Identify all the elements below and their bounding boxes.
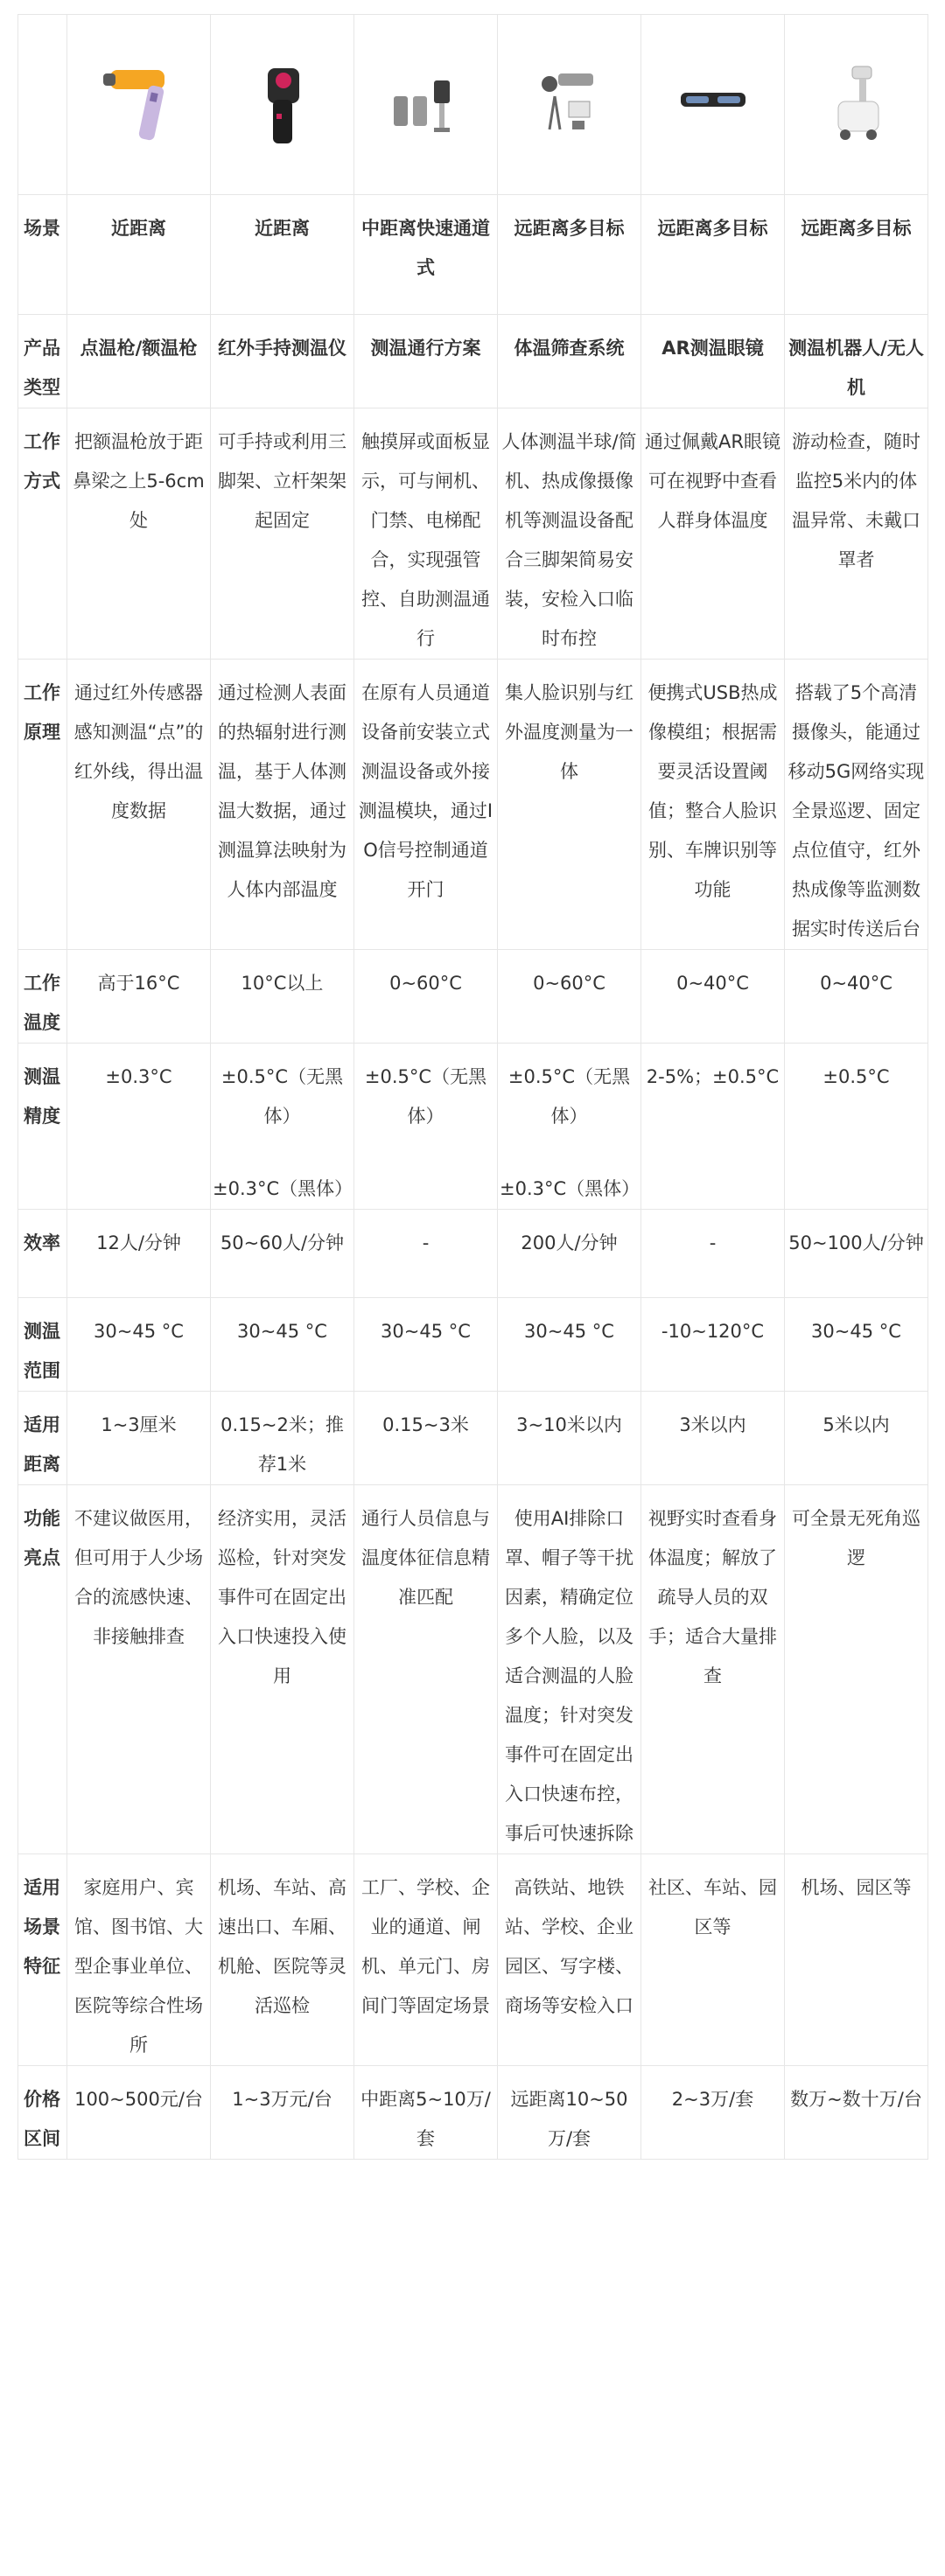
- table-cell: [211, 195, 354, 315]
- table-cell: [67, 1210, 211, 1298]
- cell-text: 中距离5~10万/套: [360, 2089, 491, 2149]
- table-cell: [498, 1044, 641, 1210]
- table-cell: [354, 1044, 498, 1210]
- table-row: [18, 1298, 928, 1392]
- table-cell: [211, 660, 354, 950]
- table-cell: [785, 1298, 928, 1392]
- row-header: 效率: [18, 1210, 67, 1298]
- table-cell: [354, 195, 498, 315]
- table-cell: [354, 660, 498, 950]
- cell-text: 工厂、学校、企业的通道、闸机、单元门、房间门等固定场景: [361, 1877, 490, 2016]
- cell-text: 经济实用，灵活巡检，针对突发事件可在固定出入口快速投入使用: [218, 1508, 346, 1686]
- dome-camera-system-icon: [530, 61, 609, 149]
- cell-text: 30~45 °C: [94, 1321, 184, 1342]
- table-cell: [785, 408, 928, 660]
- row-header: 测温范围: [18, 1298, 67, 1392]
- table-cell: [354, 1210, 498, 1298]
- table-cell: [67, 950, 211, 1044]
- cell-text: 30~45 °C: [811, 1321, 901, 1342]
- product-image-cell: [641, 15, 785, 195]
- table-cell: [498, 1210, 641, 1298]
- cell-text: ±0.3°C: [105, 1066, 172, 1087]
- table-cell: [641, 1392, 785, 1485]
- robot-icon: [817, 61, 896, 149]
- cell-text: 数万~数十万/台: [790, 2089, 922, 2110]
- table-cell: [641, 1044, 785, 1210]
- cell-text: 远距离多目标: [801, 218, 912, 239]
- cell-text: 0~60°C: [533, 973, 606, 994]
- product-image-cell: [498, 15, 641, 195]
- table-row: [18, 1485, 928, 1854]
- cell-text: 0~40°C: [820, 973, 892, 994]
- table-row: [18, 195, 928, 315]
- table-cell: [67, 1392, 211, 1485]
- comparison-table: [18, 14, 928, 2160]
- row-header: 价格区间: [18, 2066, 67, 2160]
- table-cell: [641, 195, 785, 315]
- cell-text: 3米以内: [679, 1414, 746, 1435]
- table-cell: [354, 1485, 498, 1854]
- cell-text: 体温筛查系统: [514, 338, 625, 359]
- cell-text: 通过红外传感器感知测温“点”的红外线，得出温度数据: [74, 682, 204, 821]
- cell-subtext: ±0.3°C（黑体）: [213, 1178, 354, 1199]
- corner-cell: [18, 15, 67, 195]
- cell-text: 通行人员信息与温度体征信息精准匹配: [361, 1508, 490, 1608]
- table-row: [18, 408, 928, 660]
- table-cell: [785, 195, 928, 315]
- cell-text: 高于16°C: [97, 973, 180, 994]
- product-image-cell: [785, 15, 928, 195]
- cell-text: 中距离快速通道式: [361, 218, 490, 278]
- cell-text: 30~45 °C: [237, 1321, 327, 1342]
- table-cell: [641, 408, 785, 660]
- cell-text: 通过检测人表面的热辐射进行测温，基于人体测温大数据，通过测温算法映射为人体内部温度: [218, 682, 346, 900]
- cell-text: 0~60°C: [389, 973, 462, 994]
- cell-text: 机场、园区等: [801, 1877, 912, 1898]
- cell-text: 2-5%；±0.5°C: [646, 1066, 780, 1087]
- cell-text: 把额温枪放于距鼻梁之上5-6cm处: [73, 431, 205, 531]
- table-cell: [641, 1210, 785, 1298]
- cell-text: -10~120°C: [661, 1321, 765, 1342]
- table-cell: [498, 1392, 641, 1485]
- cell-text: 点温枪/额温枪: [80, 338, 198, 359]
- table-cell: [67, 2066, 211, 2160]
- table-cell: [498, 1298, 641, 1392]
- cell-text: ±0.5°C（无黑体）: [364, 1066, 487, 1127]
- table-cell: [67, 1485, 211, 1854]
- table-row: [18, 1044, 928, 1210]
- table-cell: [211, 1854, 354, 2066]
- cell-text: 1~3厘米: [101, 1414, 177, 1435]
- table-cell: [641, 2066, 785, 2160]
- cell-text: 5米以内: [822, 1414, 890, 1435]
- cell-text: 集人脸识别与红外温度测量为一体: [505, 682, 634, 782]
- table-cell: [211, 408, 354, 660]
- table-row: [18, 1392, 928, 1485]
- table-cell: [67, 315, 211, 408]
- table-cell: [211, 1485, 354, 1854]
- cell-text: 50~100人/分钟: [788, 1232, 924, 1253]
- cell-text: 100~500元/台: [74, 2089, 203, 2110]
- cell-text: 30~45 °C: [381, 1321, 471, 1342]
- product-image-cell: [211, 15, 354, 195]
- cell-text: AR测温眼镜: [662, 338, 764, 359]
- row-header: 工作温度: [18, 950, 67, 1044]
- cell-text: 30~45 °C: [524, 1321, 614, 1342]
- table-row: [18, 950, 928, 1044]
- table-cell: [354, 315, 498, 408]
- cell-text: 测温机器人/无人机: [788, 338, 924, 398]
- cell-text: 高铁站、地铁站、学校、企业园区、写字楼、商场等安检入口: [505, 1877, 634, 2016]
- table-cell: [785, 315, 928, 408]
- cell-text: 可手持或利用三脚架、立杆架架起固定: [218, 431, 346, 531]
- table-cell: [67, 408, 211, 660]
- product-image-cell: [67, 15, 211, 195]
- cell-text: 10°C以上: [241, 973, 324, 994]
- row-header: 适用距离: [18, 1392, 67, 1485]
- table-cell: [354, 2066, 498, 2160]
- gate-scanner-icon: [387, 61, 466, 149]
- cell-text: 0~40°C: [676, 973, 749, 994]
- cell-text: 红外手持测温仪: [218, 338, 346, 359]
- product-image-cell: [354, 15, 498, 195]
- table-row: [18, 660, 928, 950]
- thermometer-gun-icon: [100, 61, 178, 149]
- cell-text: 远距离10~50万/套: [510, 2089, 628, 2149]
- cell-text: 在原有人员通道设备前安装立式测温设备或外接测温模块，通过IO信号控制通道开门: [358, 682, 494, 900]
- table-cell: [354, 950, 498, 1044]
- table-row: [18, 2066, 928, 2160]
- table-cell: [785, 1392, 928, 1485]
- row-header: 产品类型: [18, 315, 67, 408]
- table-cell: [67, 1854, 211, 2066]
- table-cell: [211, 1298, 354, 1392]
- cell-text: ±0.5°C（无黑体）: [508, 1066, 631, 1127]
- product-image-row: [18, 15, 928, 195]
- row-header: 功能亮点: [18, 1485, 67, 1854]
- cell-text: 便携式USB热成像模组；根据需要灵活设置阈值；整合人脸识别、车牌识别等功能: [648, 682, 778, 900]
- ar-glasses-icon: [674, 61, 752, 149]
- row-header: 场景: [18, 195, 67, 315]
- cell-text: 机场、车站、高速出口、车厢、机舱、医院等灵活巡检: [218, 1877, 346, 2016]
- table-cell: [785, 2066, 928, 2160]
- table-cell: [498, 950, 641, 1044]
- cell-text: 0.15~2米；推荐1米: [220, 1414, 344, 1475]
- cell-text: 0.15~3米: [382, 1414, 469, 1435]
- cell-text: 50~60人/分钟: [220, 1232, 345, 1253]
- table-cell: [785, 660, 928, 950]
- thermal-camera-icon: [243, 61, 322, 149]
- table-cell: [785, 1485, 928, 1854]
- table-cell: [498, 195, 641, 315]
- cell-text: 远距离多目标: [657, 218, 768, 239]
- table-cell: [67, 660, 211, 950]
- cell-text: 2~3万/套: [671, 2089, 754, 2110]
- table-cell: [67, 195, 211, 315]
- table-cell: [67, 1298, 211, 1392]
- table-cell: [785, 1210, 928, 1298]
- row-header: 工作原理: [18, 660, 67, 950]
- cell-text: 游动检查，随时监控5米内的体温异常、未戴口罩者: [792, 431, 920, 570]
- cell-text: 测温通行方案: [370, 338, 481, 359]
- cell-text: -: [422, 1232, 430, 1253]
- cell-text: 近距离: [255, 218, 310, 239]
- row-header: 测温精度: [18, 1044, 67, 1210]
- cell-text: ±0.5°C（无黑体）: [220, 1066, 344, 1127]
- cell-text: 12人/分钟: [96, 1232, 181, 1253]
- table-cell: [498, 660, 641, 950]
- table-cell: [641, 1854, 785, 2066]
- table-cell: [354, 1854, 498, 2066]
- cell-text: -: [709, 1232, 717, 1253]
- cell-text: ±0.5°C: [822, 1066, 890, 1087]
- table-cell: [785, 1044, 928, 1210]
- table-cell: [498, 315, 641, 408]
- table-cell: [211, 1210, 354, 1298]
- table-cell: [354, 1298, 498, 1392]
- table-cell: [785, 1854, 928, 2066]
- table-cell: [641, 1485, 785, 1854]
- table-cell: [354, 1392, 498, 1485]
- table-cell: [211, 1392, 354, 1485]
- table-cell: [785, 950, 928, 1044]
- cell-text: 人体测温半球/简机、热成像摄像机等测温设备配合三脚架简易安装，安检入口临时布控: [501, 431, 637, 649]
- cell-text: 1~3万元/台: [232, 2089, 332, 2110]
- table-cell: [211, 2066, 354, 2160]
- table-cell: [211, 315, 354, 408]
- cell-text: 通过佩戴AR眼镜可在视野中查看人群身体温度: [645, 431, 780, 531]
- table-cell: [498, 1854, 641, 2066]
- cell-text: 搭载了5个高清摄像头，能通过移动5G网络实现全景巡逻、固定点位值守，红外热成像等监测数据实时传送后台: [788, 682, 925, 939]
- table-cell: [641, 315, 785, 408]
- table-cell: [498, 408, 641, 660]
- cell-text: 触摸屏或面板显示，可与闸机、门禁、电梯配合，实现强管控、自助测温通行: [361, 431, 490, 649]
- cell-text: 近距离: [111, 218, 166, 239]
- table-row: [18, 315, 928, 408]
- table-cell: [641, 660, 785, 950]
- table-cell: [641, 950, 785, 1044]
- cell-text: 200人/分钟: [521, 1232, 618, 1253]
- table-cell: [641, 1298, 785, 1392]
- cell-text: 不建议做医用，但可用于人少场合的流感快速、非接触排查: [74, 1508, 203, 1647]
- cell-text: 远距离多目标: [514, 218, 625, 239]
- cell-subtext: ±0.3°C（黑体）: [500, 1178, 640, 1199]
- cell-text: 可全景无死角巡逻: [792, 1508, 920, 1568]
- cell-text: 视野实时查看身体温度；解放了疏导人员的双手；适合大量排查: [648, 1508, 777, 1686]
- table-cell: [354, 408, 498, 660]
- row-header: 适用场景特征: [18, 1854, 67, 2066]
- table-cell: [211, 950, 354, 1044]
- row-header: 工作方式: [18, 408, 67, 660]
- table-cell: [498, 1485, 641, 1854]
- table-row: [18, 1210, 928, 1298]
- cell-text: 社区、车站、园区等: [648, 1877, 777, 1937]
- table-cell: [498, 2066, 641, 2160]
- cell-text: 家庭用户、宾馆、图书馆、大型企事业单位、医院等综合性场所: [74, 1877, 203, 2056]
- table-cell: [67, 1044, 211, 1210]
- table-row: [18, 1854, 928, 2066]
- cell-text: 3~10米以内: [516, 1414, 622, 1435]
- table-cell: [211, 1044, 354, 1210]
- cell-text: 使用AI排除口罩、帽子等干扰因素，精确定位多个人脸，以及适合测温的人脸温度；针对突发事件可在固定出入口快速布控，事后可快速拆除: [505, 1508, 634, 1844]
